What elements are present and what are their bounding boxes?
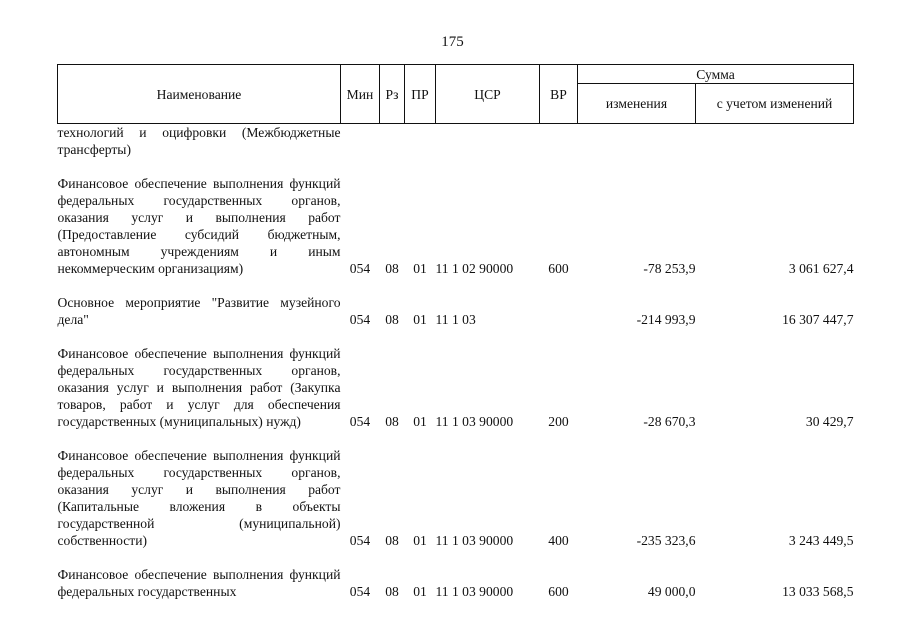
- row-vr: [540, 124, 578, 159]
- row-rz: 08: [385, 312, 399, 327]
- row-pr: 01: [413, 312, 427, 327]
- row-change: 49 000,0: [647, 584, 696, 599]
- row-spacer: [58, 328, 854, 345]
- row-min: [341, 124, 380, 159]
- row-vr: 600: [548, 584, 569, 599]
- table-row: [58, 175, 854, 277]
- row-spacer: [58, 549, 854, 566]
- table-row: [58, 447, 854, 549]
- header-change: изменения: [578, 84, 696, 124]
- header-name: Наименование: [58, 65, 341, 124]
- row-rz: 08: [385, 414, 399, 429]
- header-vr: ВР: [540, 65, 578, 124]
- row-spacer: [58, 277, 854, 294]
- row-csr: [436, 124, 540, 159]
- header-csr: ЦСР: [436, 65, 540, 124]
- header-rz: Рз: [380, 65, 405, 124]
- header-with-change: с учетом изменений: [696, 84, 854, 124]
- row-with-change: 3 061 627,4: [788, 261, 854, 276]
- table-row: [58, 124, 854, 159]
- row-spacer: [58, 158, 854, 175]
- row-rz: 08: [385, 533, 399, 548]
- row-vr: 400: [548, 533, 569, 548]
- row-name: Основное мероприятие "Развитие музейного дела": [57, 295, 341, 327]
- row-change: -28 670,3: [643, 414, 696, 429]
- row-name: технологий и оцифровки (Межбюджетные трансферты): [57, 125, 341, 157]
- row-min: 054: [349, 584, 371, 599]
- row-change: -235 323,6: [636, 533, 696, 548]
- row-pr: [405, 124, 436, 159]
- row-min: 054: [349, 414, 371, 429]
- table-row: [58, 345, 854, 430]
- row-csr: 11 1 03 90000: [435, 584, 514, 599]
- row-min: 054: [349, 312, 371, 327]
- row-with-change: 16 307 447,7: [782, 312, 854, 327]
- row-vr: 200: [548, 414, 569, 429]
- row-vr: [540, 294, 578, 328]
- row-name: Финансовое обеспечение выполнения функций федеральных государственных органов, оказания услуг и выполнения работ (Капитальные вложения в объекты государственной (муниципальной) собственности): [57, 448, 341, 548]
- table-row: [58, 566, 854, 600]
- row-name: Финансовое обеспечение выполнения функций федеральных государственных: [57, 567, 341, 599]
- row-min: 054: [349, 533, 371, 548]
- row-with-change: 3 243 449,5: [788, 533, 854, 548]
- header-min: Мин: [341, 65, 380, 124]
- row-pr: 01: [413, 261, 427, 276]
- header-pr: ПР: [405, 65, 436, 124]
- page-number: 175: [441, 34, 464, 50]
- row-name: Финансовое обеспечение выполнения функций федеральных государственных органов, оказания услуг и выполнения работ (Закупка товаров, работ и услуг для обеспечения государственных (муниципальных) нужд): [57, 346, 341, 429]
- row-spacer: [58, 430, 854, 447]
- row-with-change: [696, 124, 854, 159]
- row-pr: 01: [413, 414, 427, 429]
- row-csr: 11 1 03: [435, 312, 476, 327]
- row-csr: 11 1 02 90000: [435, 261, 514, 276]
- row-rz: 08: [385, 584, 399, 599]
- row-rz: [380, 124, 405, 159]
- table-row: [58, 294, 854, 328]
- row-pr: 01: [413, 533, 427, 548]
- row-csr: 11 1 03 90000: [435, 533, 514, 548]
- row-min: 054: [349, 261, 371, 276]
- row-name: Финансовое обеспечение выполнения функций федеральных государственных органов, оказания услуг и выполнения работ (Предоставление субсидий бюджетным, автономным учреждениям и иным некоммерческим организациям): [57, 176, 341, 276]
- row-rz: 08: [385, 261, 399, 276]
- row-vr: 600: [548, 261, 569, 276]
- row-pr: 01: [413, 584, 427, 599]
- row-with-change: 13 033 568,5: [782, 584, 854, 599]
- row-change: [578, 124, 696, 159]
- row-change: -78 253,9: [643, 261, 696, 276]
- row-with-change: 30 429,7: [805, 414, 854, 429]
- row-csr: 11 1 03 90000: [435, 414, 514, 429]
- budget-table: [57, 64, 854, 600]
- row-change: -214 993,9: [636, 312, 696, 327]
- header-sum: Сумма: [578, 65, 854, 84]
